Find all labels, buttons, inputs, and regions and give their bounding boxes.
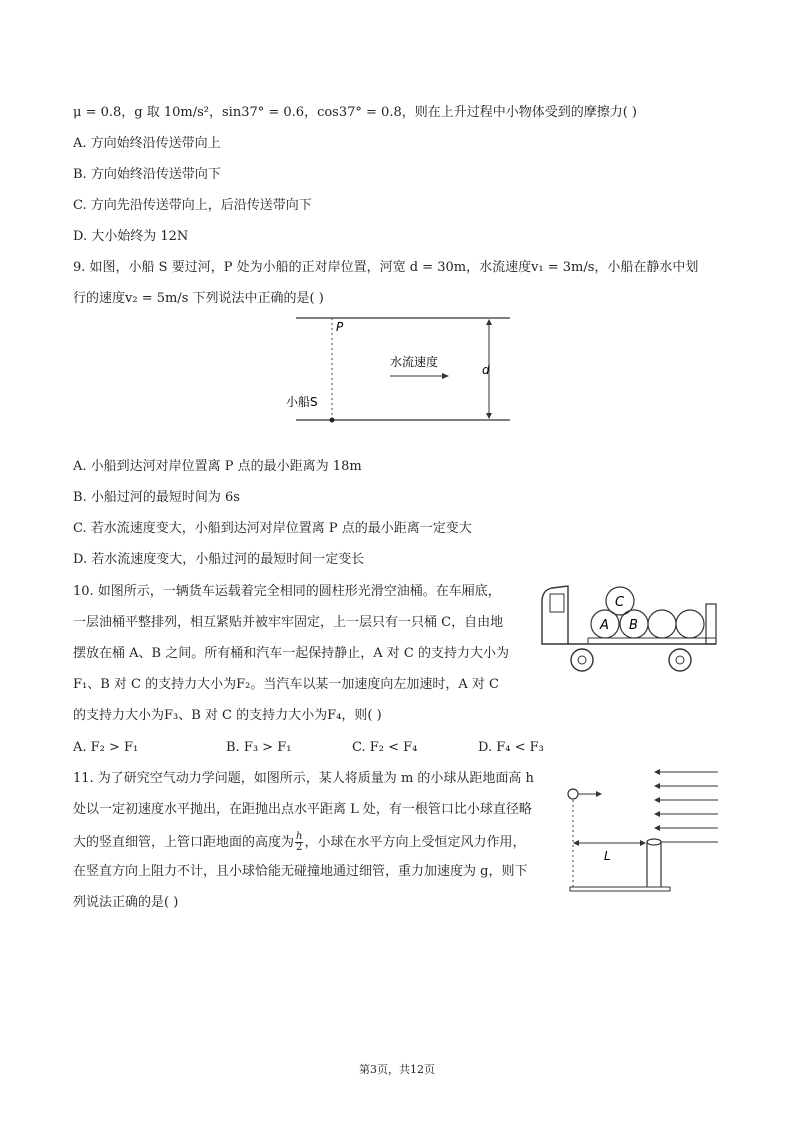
- l-arrow-left-icon: [573, 840, 579, 846]
- barrel-3: [648, 610, 676, 638]
- q9-river-diagram: [270, 310, 520, 430]
- q10-stem-line2: 一层油桶平整排列，相互紧贴并被牢牢固定，上一层只有一只桶 C，自由地: [73, 615, 504, 630]
- q10-stem-line5: 的支持力大小为F₃、B 对 C 的支持力大小为F₄，则( ): [73, 708, 382, 723]
- vertical-tube: [647, 842, 661, 888]
- q10-option-d: D. F₄ < F₃: [478, 740, 544, 755]
- q10-truck-diagram: [538, 580, 728, 676]
- fraction-numerator: h: [296, 831, 303, 842]
- wind-arrows: [660, 772, 718, 842]
- d-label: d: [482, 363, 490, 377]
- rear-wheel: [669, 649, 691, 671]
- q11-stem-line4: 在竖直方向上阻力不计，且小球恰能无碰撞地通过细管，重力加速度为 g，则下: [73, 864, 528, 879]
- q11-stem-line5: 列说法正确的是( ): [73, 895, 179, 910]
- q11-stem-line1: 11. 为了研究空气动力学问题，如图所示，某人将质量为 m 的小球从距地面高 h: [73, 771, 534, 786]
- q9-option-a: A. 小船到达河对岸位置离 P 点的最小距离为 18m: [73, 459, 362, 474]
- page-footer: 第3页，共12页: [359, 1063, 435, 1076]
- q11-stem-line2: 处以一定初速度水平抛出，在距抛出点水平距离 L 处，有一根管口比小球直径略: [73, 802, 532, 817]
- q9-stem-line1: 9. 如图，小船 S 要过河，P 处为小船的正对岸位置，河宽 d = 30m，水流速度v₁ = 3m/s，小船在静水中划: [73, 260, 699, 275]
- q8-option-d: D. 大小始终为 12N: [73, 229, 189, 244]
- barrel-a-label: A: [600, 618, 609, 633]
- q10-stem-line3: 摆放在桶 A、B 之间。所有桶和汽车一起保持静止，A 对 C 的支持力大小为: [73, 646, 509, 661]
- tube-opening: [647, 839, 661, 845]
- q8-stem-continuation: μ = 0.8，g 取 10m/s²，sin37° = 0.6，cos37° = 0.8，则在上升过程中小物体受到的摩擦力( ): [73, 105, 638, 120]
- h-over-2-fraction: [295, 832, 303, 853]
- q9-stem-line2: 行的速度v₂ = 5m/s 下列说法中正确的是( ): [73, 291, 324, 306]
- front-wheel: [571, 649, 593, 671]
- barrel-4: [676, 610, 704, 638]
- ground: [570, 887, 670, 891]
- ball: [568, 789, 578, 799]
- q10-stem-line4: F₁、B 对 C 的支持力大小为F₂。当汽车以某一加速度向左加速时，A 对 C: [73, 677, 499, 692]
- fraction-denominator: 2: [296, 842, 303, 853]
- wind-arrow-heads-icon: [654, 769, 660, 845]
- q10-option-c: C. F₂ < F₄: [352, 740, 418, 755]
- boat-point: [330, 418, 335, 423]
- q8-option-b: B. 方向始终沿传送带向下: [73, 167, 221, 182]
- q8-option-c: C. 方向先沿传送带向上，后沿传送带向下: [73, 198, 312, 213]
- velocity-arrow-head-icon: [596, 791, 602, 797]
- q10-option-b: B. F₃ > F₁: [226, 740, 292, 755]
- boat-s-label: 小船S: [286, 395, 318, 409]
- q8-option-a: A. 方向始终沿传送带向上: [73, 136, 221, 151]
- l-label: L: [604, 849, 611, 863]
- cab-window: [550, 594, 564, 612]
- width-arrow-up-icon: [486, 319, 492, 325]
- q9-option-d: D. 若水流速度变大，小船过河的最短时间一定变长: [73, 552, 365, 567]
- q10-stem-line1: 10. 如图所示，一辆货车运载着完全相同的圆柱形光滑空油桶。在车厢底，: [73, 584, 501, 599]
- flow-arrow-head-icon: [442, 373, 449, 379]
- q11-stem-line3-end: ，小球在水平方向上受恒定风力作用，: [304, 835, 526, 850]
- q11-wind-diagram: [560, 766, 730, 898]
- width-arrow-down-icon: [486, 413, 492, 419]
- p-label: P: [336, 320, 344, 334]
- q9-option-c: C. 若水流速度变大，小船到达河对岸位置离 P 点的最小距离一定变大: [73, 521, 472, 536]
- l-arrow-right-icon: [640, 840, 646, 846]
- barrel-c-label: C: [615, 595, 625, 610]
- q11-stem-line3-start: 大的竖直细管，上管口距地面的高度为: [73, 835, 295, 850]
- flow-speed-label: 水流速度: [390, 355, 439, 369]
- barrel-b-label: B: [629, 618, 638, 633]
- q11-stem-line3: [73, 832, 525, 853]
- q10-option-a: A. F₂ > F₁: [73, 740, 139, 755]
- q9-option-b: B. 小船过河的最短时间为 6s: [73, 490, 240, 505]
